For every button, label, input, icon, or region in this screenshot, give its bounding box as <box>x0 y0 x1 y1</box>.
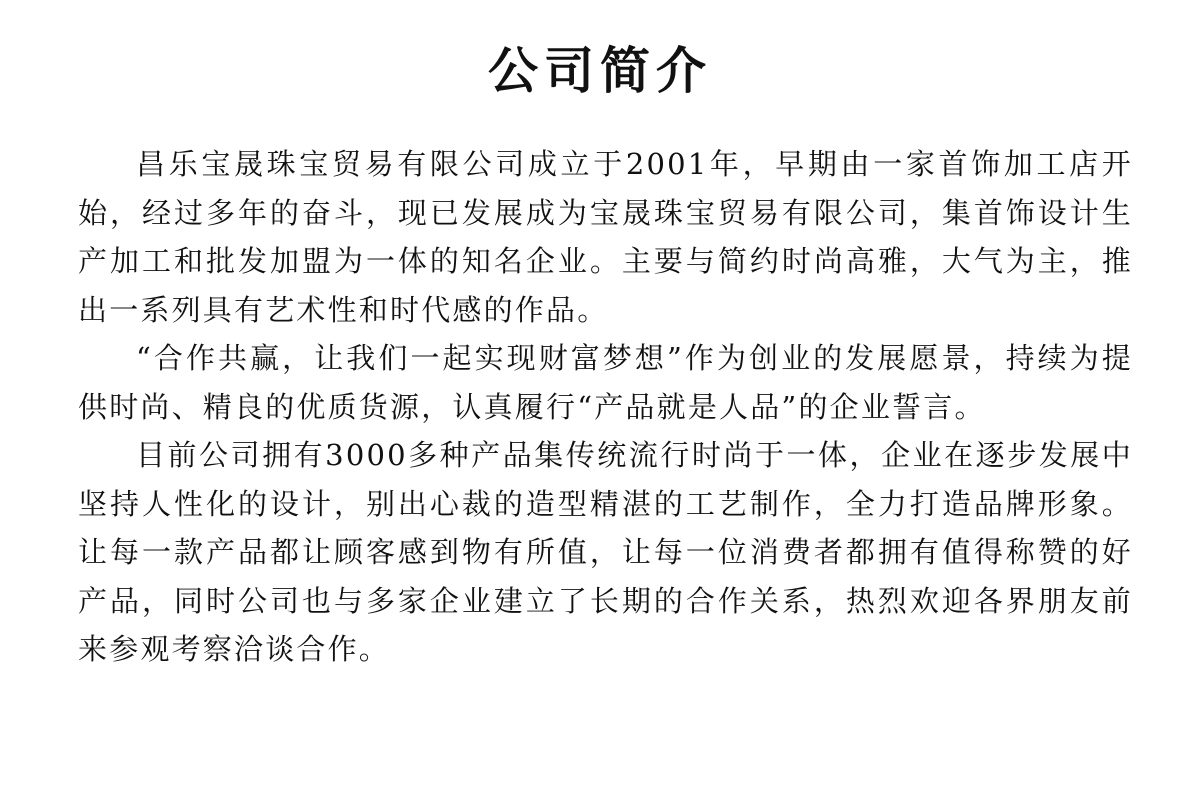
paragraph-products: 目前公司拥有3000多种产品集传统流行时尚于一体，企业在逐步发展中坚持人性化的设计，别出心裁的造型精湛的工艺制作，全力打造品牌形象。让每一款产品都让顾客感到物有所值，让每一位消费者都拥有值得称赞的好产品，同时公司也与多家企业建立了长期的合作关系，热烈欢迎各界朋友前来参观考察洽谈合作。 <box>78 438 1133 666</box>
paragraph-founding: 昌乐宝晟珠宝贸易有限公司成立于2001年，早期由一家首饰加工店开始，经过多年的奋斗，现已发展成为宝晟珠宝贸易有限公司，集首饰设计生产加工和批发加盟为一体的知名企业。主要与简约时尚高雅，大气为主，推出一系列具有艺术性和时代感的作品。 <box>78 147 1133 327</box>
paragraph-vision: “合作共赢，让我们一起实现财富梦想”作为创业的发展愿景，持续为提供时尚、精良的优质货源，认真履行“产品就是人品”的企业誓言。 <box>78 341 1133 424</box>
page-title: 公司简介 <box>488 41 712 100</box>
profile-body <box>78 140 1133 674</box>
